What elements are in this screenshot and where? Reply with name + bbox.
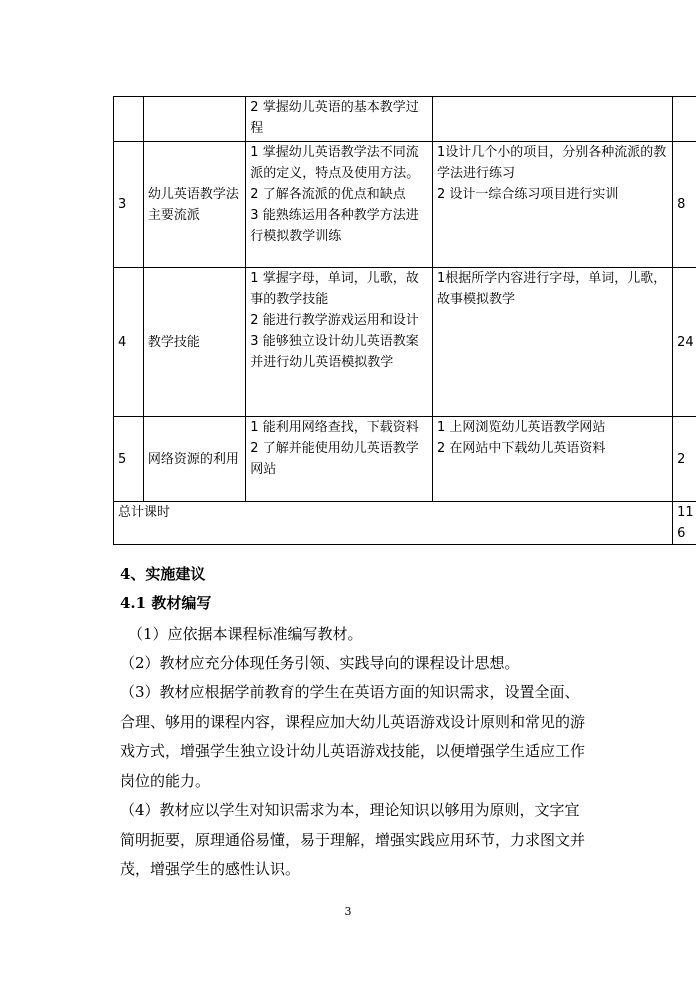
row-number-cell: 5 (114, 417, 144, 502)
row-number-cell: 4 (114, 268, 144, 417)
activities-cell (433, 97, 673, 142)
table-row (114, 142, 696, 268)
goals-cell (246, 97, 433, 142)
topic-cell: 网络资源的利用 (143, 417, 245, 502)
activity-item: 1设计几个小的项目，分别各种流派的教学法进行练习 (437, 145, 667, 181)
goal-item: 3 能够独立设计幼儿英语教案并进行幼儿英语模拟教学 (250, 334, 419, 370)
goals-cell (246, 417, 433, 502)
goal-item: 2 了解并能使用幼儿英语教学网站 (250, 441, 419, 477)
goals-cell (246, 142, 433, 268)
activities-cell (433, 142, 673, 268)
table-row (114, 268, 696, 417)
paragraph: （4）教材应以学生对知识需求为本，理论知识以够用为原则，文字宜简明扼要，原理通俗易懂，易于理解，增强实践应用环节，力求图文并茂，增强学生的感性认识。 (120, 801, 586, 878)
goal-item: 2 掌握幼儿英语的基本教学过程 (250, 100, 419, 136)
section-title: 4、实施建议 (120, 565, 206, 583)
activities-cell (433, 268, 673, 417)
activity-item: 1 上网浏览幼儿英语教学网站 (437, 420, 606, 435)
goal-item: 2 能进行教学游戏运用和设计 (250, 313, 419, 328)
goal-item: 1 掌握字母，单词，儿歌，故事的教学技能 (250, 271, 419, 307)
topic-cell (143, 97, 245, 142)
hours-cell: 8 (673, 142, 696, 268)
table-row (114, 97, 696, 142)
paragraph: （3）教材应根据学前教育的学生在英语方面的知识需求，设置全面、合理、够用的课程内容，课程应加大幼儿英语游戏设计原则和常见的游戏方式，增强学生独立设计幼儿英语游戏技能，以便增强学生适应工作岗位的能力。 (120, 683, 586, 790)
hours-cell: 2 (673, 417, 696, 502)
paragraph: （1）应依据本课程标准编写教材。 (128, 625, 363, 643)
activity-item: 2 在网站中下载幼儿英语资料 (437, 441, 606, 456)
goal-item: 1 掌握幼儿英语教学法不同流派的定义，特点及使用方法。 (250, 145, 420, 181)
activity-item: 1根据所学内容进行字母，单词，儿歌，故事模拟教学 (437, 271, 667, 307)
total-label: 总计课时 (114, 502, 673, 545)
topic-cell: 教学技能 (143, 268, 245, 417)
hours-cell (673, 97, 696, 142)
goal-item: 1 能利用网络查找，下载资料 (250, 420, 419, 435)
page-number: 3 (344, 905, 352, 918)
goal-item: 2 了解各流派的优点和缺点 (250, 187, 406, 202)
row-number-cell (114, 97, 144, 142)
goal-item: 3 能熟练运用各种教学方法进行模拟教学训练 (250, 208, 419, 244)
topic-cell: 幼儿英语教学法主要流派 (143, 142, 245, 268)
table-row (114, 417, 696, 502)
course-hours-table (113, 96, 696, 545)
total-hours: 116 (673, 502, 696, 545)
row-number-cell: 3 (114, 142, 144, 268)
paragraph: （2）教材应充分体现任务引领、实践导向的课程设计思想。 (120, 654, 520, 672)
activity-item: 2 设计一综合练习项目进行实训 (437, 187, 619, 202)
goals-cell (246, 268, 433, 417)
hours-cell: 24 (673, 268, 696, 417)
total-row (114, 502, 696, 545)
activities-cell (433, 417, 673, 502)
subsection-title: 4.1 教材编写 (120, 594, 212, 612)
